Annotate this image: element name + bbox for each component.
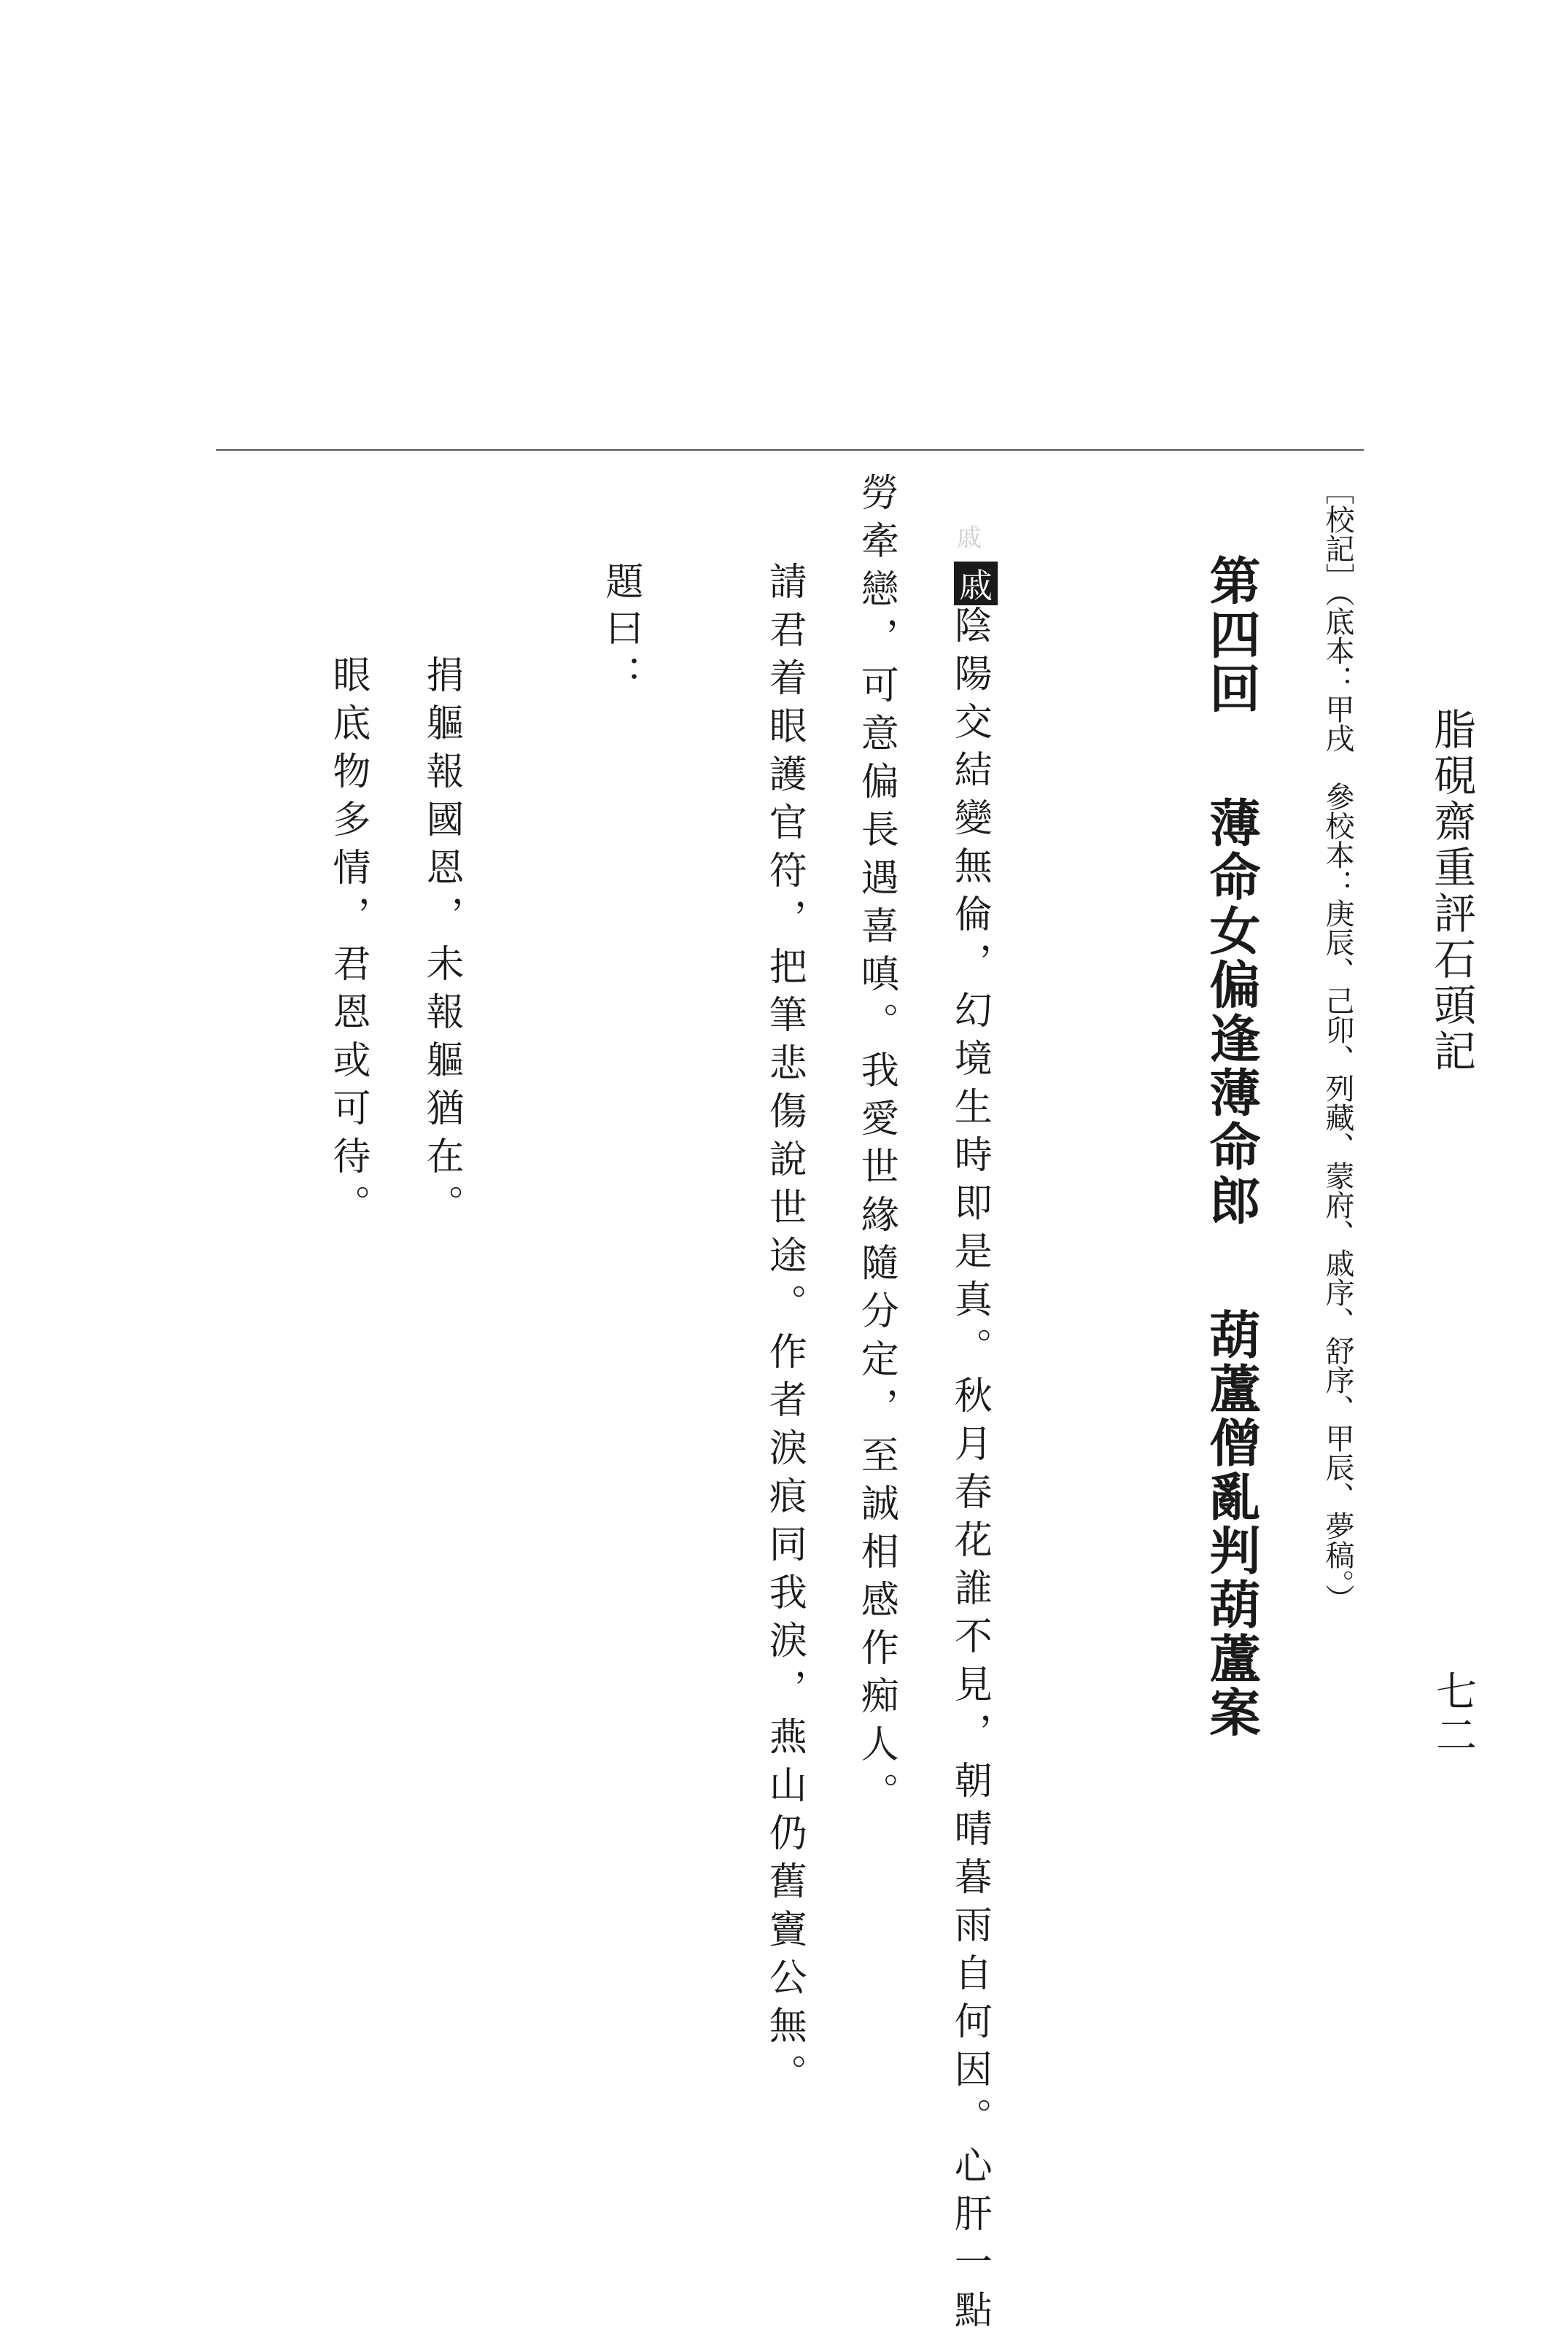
tiyue-label: 題曰： <box>599 562 643 702</box>
poem-line-1: 捐軀報國恩，未報軀猶在。 <box>419 655 463 1232</box>
page-number: 七二 <box>1429 1670 1477 1758</box>
source-badge-ghost: 戚 <box>957 524 982 553</box>
chapter-title-part1: 薄命女偏逢薄命郎 <box>1201 796 1262 1228</box>
header-divider <box>216 449 1364 451</box>
poem-line-2: 眼底物多情，君恩或可待。 <box>326 655 370 1232</box>
verse-line-1: 陰陽交結變無倫，幻境生時即是真。秋月春花誰不見，朝晴暮雨自何因。心肝一點 <box>947 605 992 2338</box>
chapter-title <box>1203 554 1260 1740</box>
collation-note: ［校記］（底本：甲戌 參校本：庚辰、己卯、列藏、蒙府、戚序、舒序、甲辰、夢稿。） <box>1321 475 1354 1613</box>
verse-line-3: 請君着眼護官符，把筆悲傷說世途。作者淚痕同我淚，燕山仍舊竇公無。 <box>762 562 807 2102</box>
running-title: 脂硯齋重評石頭記 <box>1427 707 1476 1075</box>
source-badge: 戚 <box>954 562 998 605</box>
chapter-title-part2: 葫蘆僧亂判葫蘆案 <box>1201 1308 1262 1740</box>
verse-line-2: 勞牽戀，可意偏長遇喜嗔。我愛世緣隨分定，至誠相感作痴人。 <box>854 473 899 1820</box>
chapter-number: 第四回 <box>1201 554 1262 716</box>
